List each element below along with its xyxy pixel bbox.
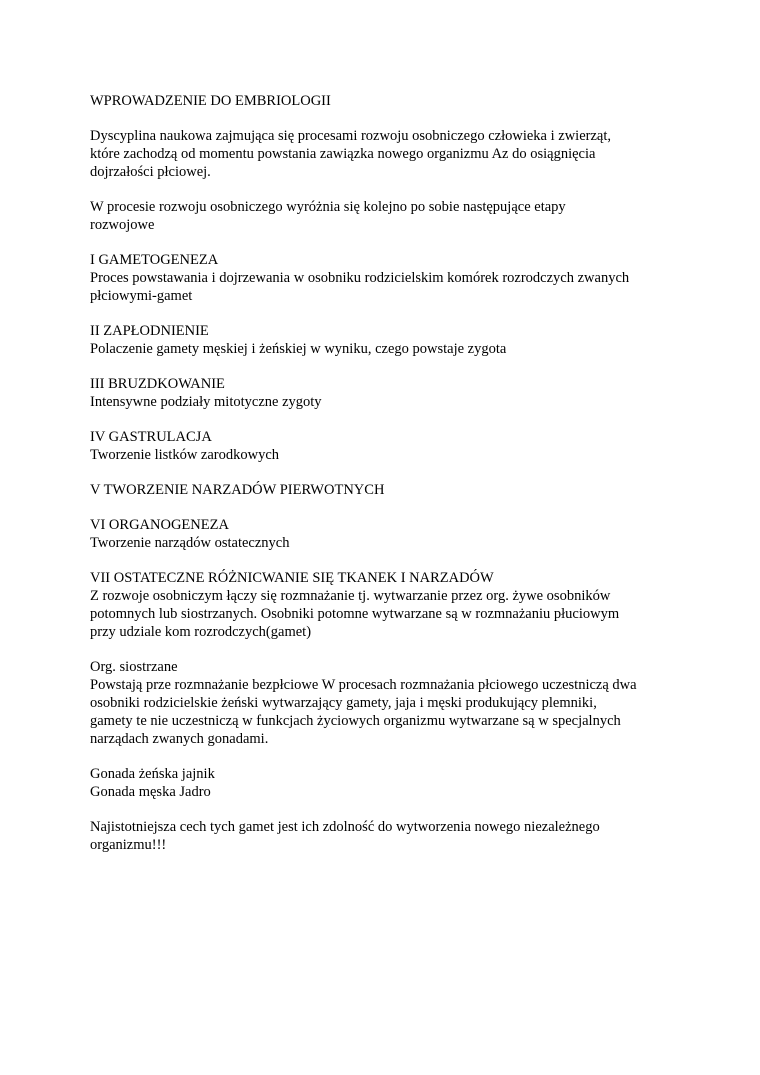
paragraph-line: które zachodzą od momentu powstania zawiązka nowego organizmu Az do osiągnięcia	[90, 146, 596, 162]
paragraph-line: Powstają prze rozmnażanie bezpłciowe W procesach rozmnażania płciowego uczestniczą dwa	[90, 677, 637, 693]
stage-description-line: Proces powstawania i dojrzewania w osobniku rodzicielskim komórek rozrodczych zwanych	[90, 270, 630, 286]
stage-tworzenie-narzadow	[90, 481, 680, 499]
stage-heading: VII OSTATECZNE RÓŻNICWANIE SIĘ TKANEK I NARZADÓW	[90, 570, 494, 586]
stage-heading: V TWORZENIE NARZADÓW PIERWOTNYCH	[90, 482, 385, 498]
paragraph-line: gamety te nie uczestniczą w funkcjach życiowych organizmu wytwarzane są w specjalnych	[90, 713, 621, 729]
conclusion-paragraph	[90, 818, 680, 854]
gonad-line: Gonada żeńska jajnik	[90, 766, 215, 782]
stage-description-line: Intensywne podziały mitotyczne zygoty	[90, 394, 322, 410]
stage-description-line: potomnych lub siostrzanych. Osobniki potomne wytwarzane są w rozmnażaniu płuciowym	[90, 606, 620, 622]
paragraph-line: dojrzałości płciowej.	[90, 164, 211, 180]
stage-roznicowanie	[90, 569, 680, 641]
intro-paragraph	[90, 198, 680, 234]
stage-gametogeneza	[90, 251, 680, 305]
stage-heading: III BRUZDKOWANIE	[90, 376, 225, 392]
paragraph-line: osobniki rodzicielskie żeński wytwarzający gamety, jaja i męski produkujący plemniki,	[90, 695, 597, 711]
document-title-block	[90, 92, 680, 110]
stage-heading: II ZAPŁODNIENIE	[90, 323, 209, 339]
paragraph-line: W procesie rozwoju osobniczego wyróżnia się kolejno po sobie następujące etapy	[90, 199, 566, 215]
gonad-line: Gonada męska Jadro	[90, 784, 211, 800]
paragraph-line: narządach zwanych gonadami.	[90, 731, 269, 747]
stage-description-line: płciowymi-gamet	[90, 288, 193, 304]
definition-paragraph	[90, 127, 680, 181]
paragraph-line: rozwojowe	[90, 217, 155, 233]
stage-bruzdkowanie	[90, 375, 680, 411]
paragraph-line: organizmu!!!	[90, 837, 167, 853]
stage-zaplodnienie	[90, 322, 680, 358]
stage-description-line: przy udziale kom rozrodczych(gamet)	[90, 624, 312, 640]
document-title: WPROWADZENIE DO EMBRIOLOGII	[90, 93, 331, 109]
stage-description-line: Tworzenie listków zarodkowych	[90, 447, 280, 463]
gonads-section	[90, 765, 680, 801]
stage-description-line: Polaczenie gamety męskiej i żeńskiej w wyniku, czego powstaje zygota	[90, 341, 507, 357]
stage-organogeneza	[90, 516, 680, 552]
org-siostrzane-section	[90, 658, 680, 748]
section-heading: Org. siostrzane	[90, 659, 178, 675]
paragraph-line: Najistotniejsza cech tych gamet jest ich zdolność do wytworzenia nowego niezależnego	[90, 819, 600, 835]
paragraph-line: Dyscyplina naukowa zajmująca się procesami rozwoju osobniczego człowieka i zwierząt,	[90, 128, 611, 144]
stage-heading: VI ORGANOGENEZA	[90, 517, 229, 533]
stage-description-line: Tworzenie narządów ostatecznych	[90, 535, 290, 551]
stage-gastrulacja	[90, 428, 680, 464]
document-content	[90, 92, 680, 871]
stage-heading: I GAMETOGENEZA	[90, 252, 219, 268]
stage-description-line: Z rozwoje osobniczym łączy się rozmnażanie tj. wytwarzanie przez org. żywe osobników	[90, 588, 611, 604]
stage-heading: IV GASTRULACJA	[90, 429, 212, 445]
